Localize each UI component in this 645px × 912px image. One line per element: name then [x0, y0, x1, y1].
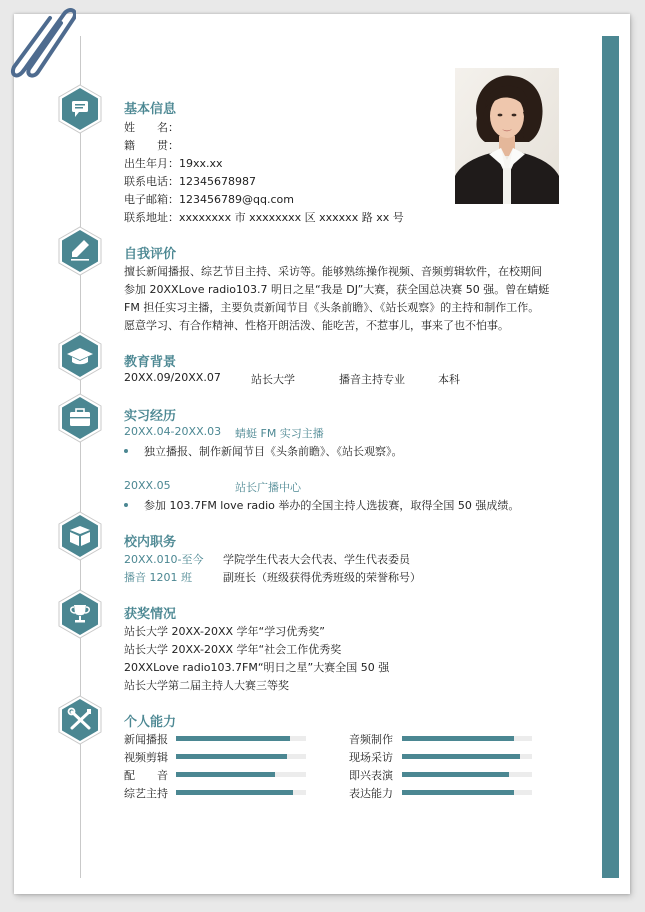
- skill-bar-track: [402, 772, 532, 777]
- education-period: 20XX.09/20XX.07: [124, 371, 221, 384]
- skill-label: 即兴表演: [349, 769, 393, 782]
- skill-bar-track: [176, 772, 306, 777]
- section-title-self-eval: 自我评价: [124, 247, 177, 262]
- skill-bar-track: [402, 736, 532, 741]
- education-school: 站长大学: [251, 373, 295, 386]
- education-degree: 本科: [438, 373, 460, 386]
- skill-bar-fill: [176, 736, 290, 741]
- skill-bar-fill: [402, 736, 514, 741]
- self-eval-line: 擅长新闻播报、综艺节目主持、采访等。能够熟练操作视频、音频剪辑软件，在校期间: [124, 265, 542, 278]
- award-item: 20XXLove radio103.7FM“明日之星”大赛全国 50 强: [124, 661, 390, 674]
- profile-photo: [455, 68, 559, 204]
- internship-org: 站长广播中心: [235, 481, 301, 494]
- skill-label: 综艺主持: [124, 787, 168, 800]
- section-title-internship: 实习经历: [124, 409, 177, 424]
- skill-bar-fill: [402, 754, 520, 759]
- campus-class: 播音 1201 班: [124, 571, 192, 584]
- section-title-campus: 校内职务: [124, 535, 177, 550]
- accent-side-bar: [602, 36, 619, 878]
- campus-role: 学院学生代表大会代表、学生代表委员: [223, 553, 410, 566]
- section-title-skills: 个人能力: [124, 715, 177, 730]
- basic-row-address: 联系地址：xxxxxxxx 市 xxxxxxxx 区 xxxxxx 路 xx 号: [124, 211, 404, 224]
- skill-bar-track: [176, 736, 306, 741]
- award-item: 站长大学第二届主持人大赛三等奖: [124, 679, 289, 692]
- skill-bar-track: [176, 790, 306, 795]
- graduation-cap-icon: [58, 331, 102, 381]
- skill-bar-track: [176, 754, 306, 759]
- skill-label: 表达能力: [349, 787, 393, 800]
- skill-label: 音频制作: [349, 733, 393, 746]
- paperclip-icon: [6, 0, 76, 86]
- skill-bar-fill: [176, 754, 287, 759]
- skill-label: 配 音: [124, 769, 168, 782]
- pencil-icon: [58, 226, 102, 276]
- books-icon: [58, 511, 102, 561]
- award-item: 站长大学 20XX-20XX 学年“学习优秀奖”: [124, 625, 325, 638]
- bullet-dot: [124, 503, 128, 507]
- basic-row-origin: 籍 贯：: [124, 139, 179, 152]
- internship-desc: [124, 443, 403, 459]
- skill-bar-fill: [176, 790, 293, 795]
- skill-label: 视频剪辑: [124, 751, 168, 764]
- briefcase-icon: [58, 393, 102, 443]
- chat-icon: [58, 84, 102, 134]
- self-eval-line: FM 担任实习主播，主要负责新闻节目《头条前瞻》、《站长观察》的主持和制作工作。: [124, 301, 540, 314]
- section-title-awards: 获奖情况: [124, 607, 177, 622]
- basic-row-birth: 出生年月：19xx.xx: [124, 157, 223, 170]
- skill-label: 新闻播报: [124, 733, 168, 746]
- timeline-line: [80, 36, 81, 878]
- skill-bar-fill: [176, 772, 275, 777]
- section-title-education: 教育背景: [124, 355, 177, 370]
- self-eval-line: 愿意学习、有合作精神、性格开朗活泼、能吃苦，不惹事儿，事来了也不怕事。: [124, 319, 509, 332]
- internship-desc-text: 独立播报、制作新闻节目《头条前瞻》、《站长观察》。: [144, 445, 403, 458]
- internship-date: 20XX.04-20XX.03: [124, 425, 222, 438]
- skill-bar-track: [402, 754, 532, 759]
- campus-date: 20XX.010-至今: [124, 553, 204, 566]
- campus-role: 副班长（班级获得优秀班级的荣誉称号）: [223, 571, 421, 584]
- self-eval-line: 参加 20XXLove radio103.7 明日之星“我是 DJ”大赛，获全国总决赛 50 强。曾在蜻蜓: [124, 283, 550, 296]
- bullet-dot: [124, 449, 128, 453]
- skill-bar-track: [402, 790, 532, 795]
- basic-row-email: 电子邮箱：123456789@qq.com: [124, 193, 294, 206]
- skill-label: 现场采访: [349, 751, 393, 764]
- internship-desc-text: 参加 103.7FM love radio 举办的全国主持人选拔赛，取得全国 50 强成绩。: [144, 499, 520, 512]
- basic-row-name: 姓 名：: [124, 121, 179, 134]
- skill-bar-fill: [402, 772, 509, 777]
- section-title-basic: 基本信息: [124, 102, 177, 117]
- internship-desc: [124, 497, 519, 513]
- internship-org: 蜻蜓 FM 实习主播: [235, 427, 324, 440]
- skill-bar-fill: [402, 790, 514, 795]
- trophy-icon: [58, 589, 102, 639]
- education-major: 播音主持专业: [339, 373, 405, 386]
- tools-icon: [58, 695, 102, 745]
- internship-date: 20XX.05: [124, 479, 171, 492]
- award-item: 站长大学 20XX-20XX 学年“社会工作优秀奖: [124, 643, 342, 656]
- basic-row-phone: 联系电话：12345678987: [124, 175, 256, 188]
